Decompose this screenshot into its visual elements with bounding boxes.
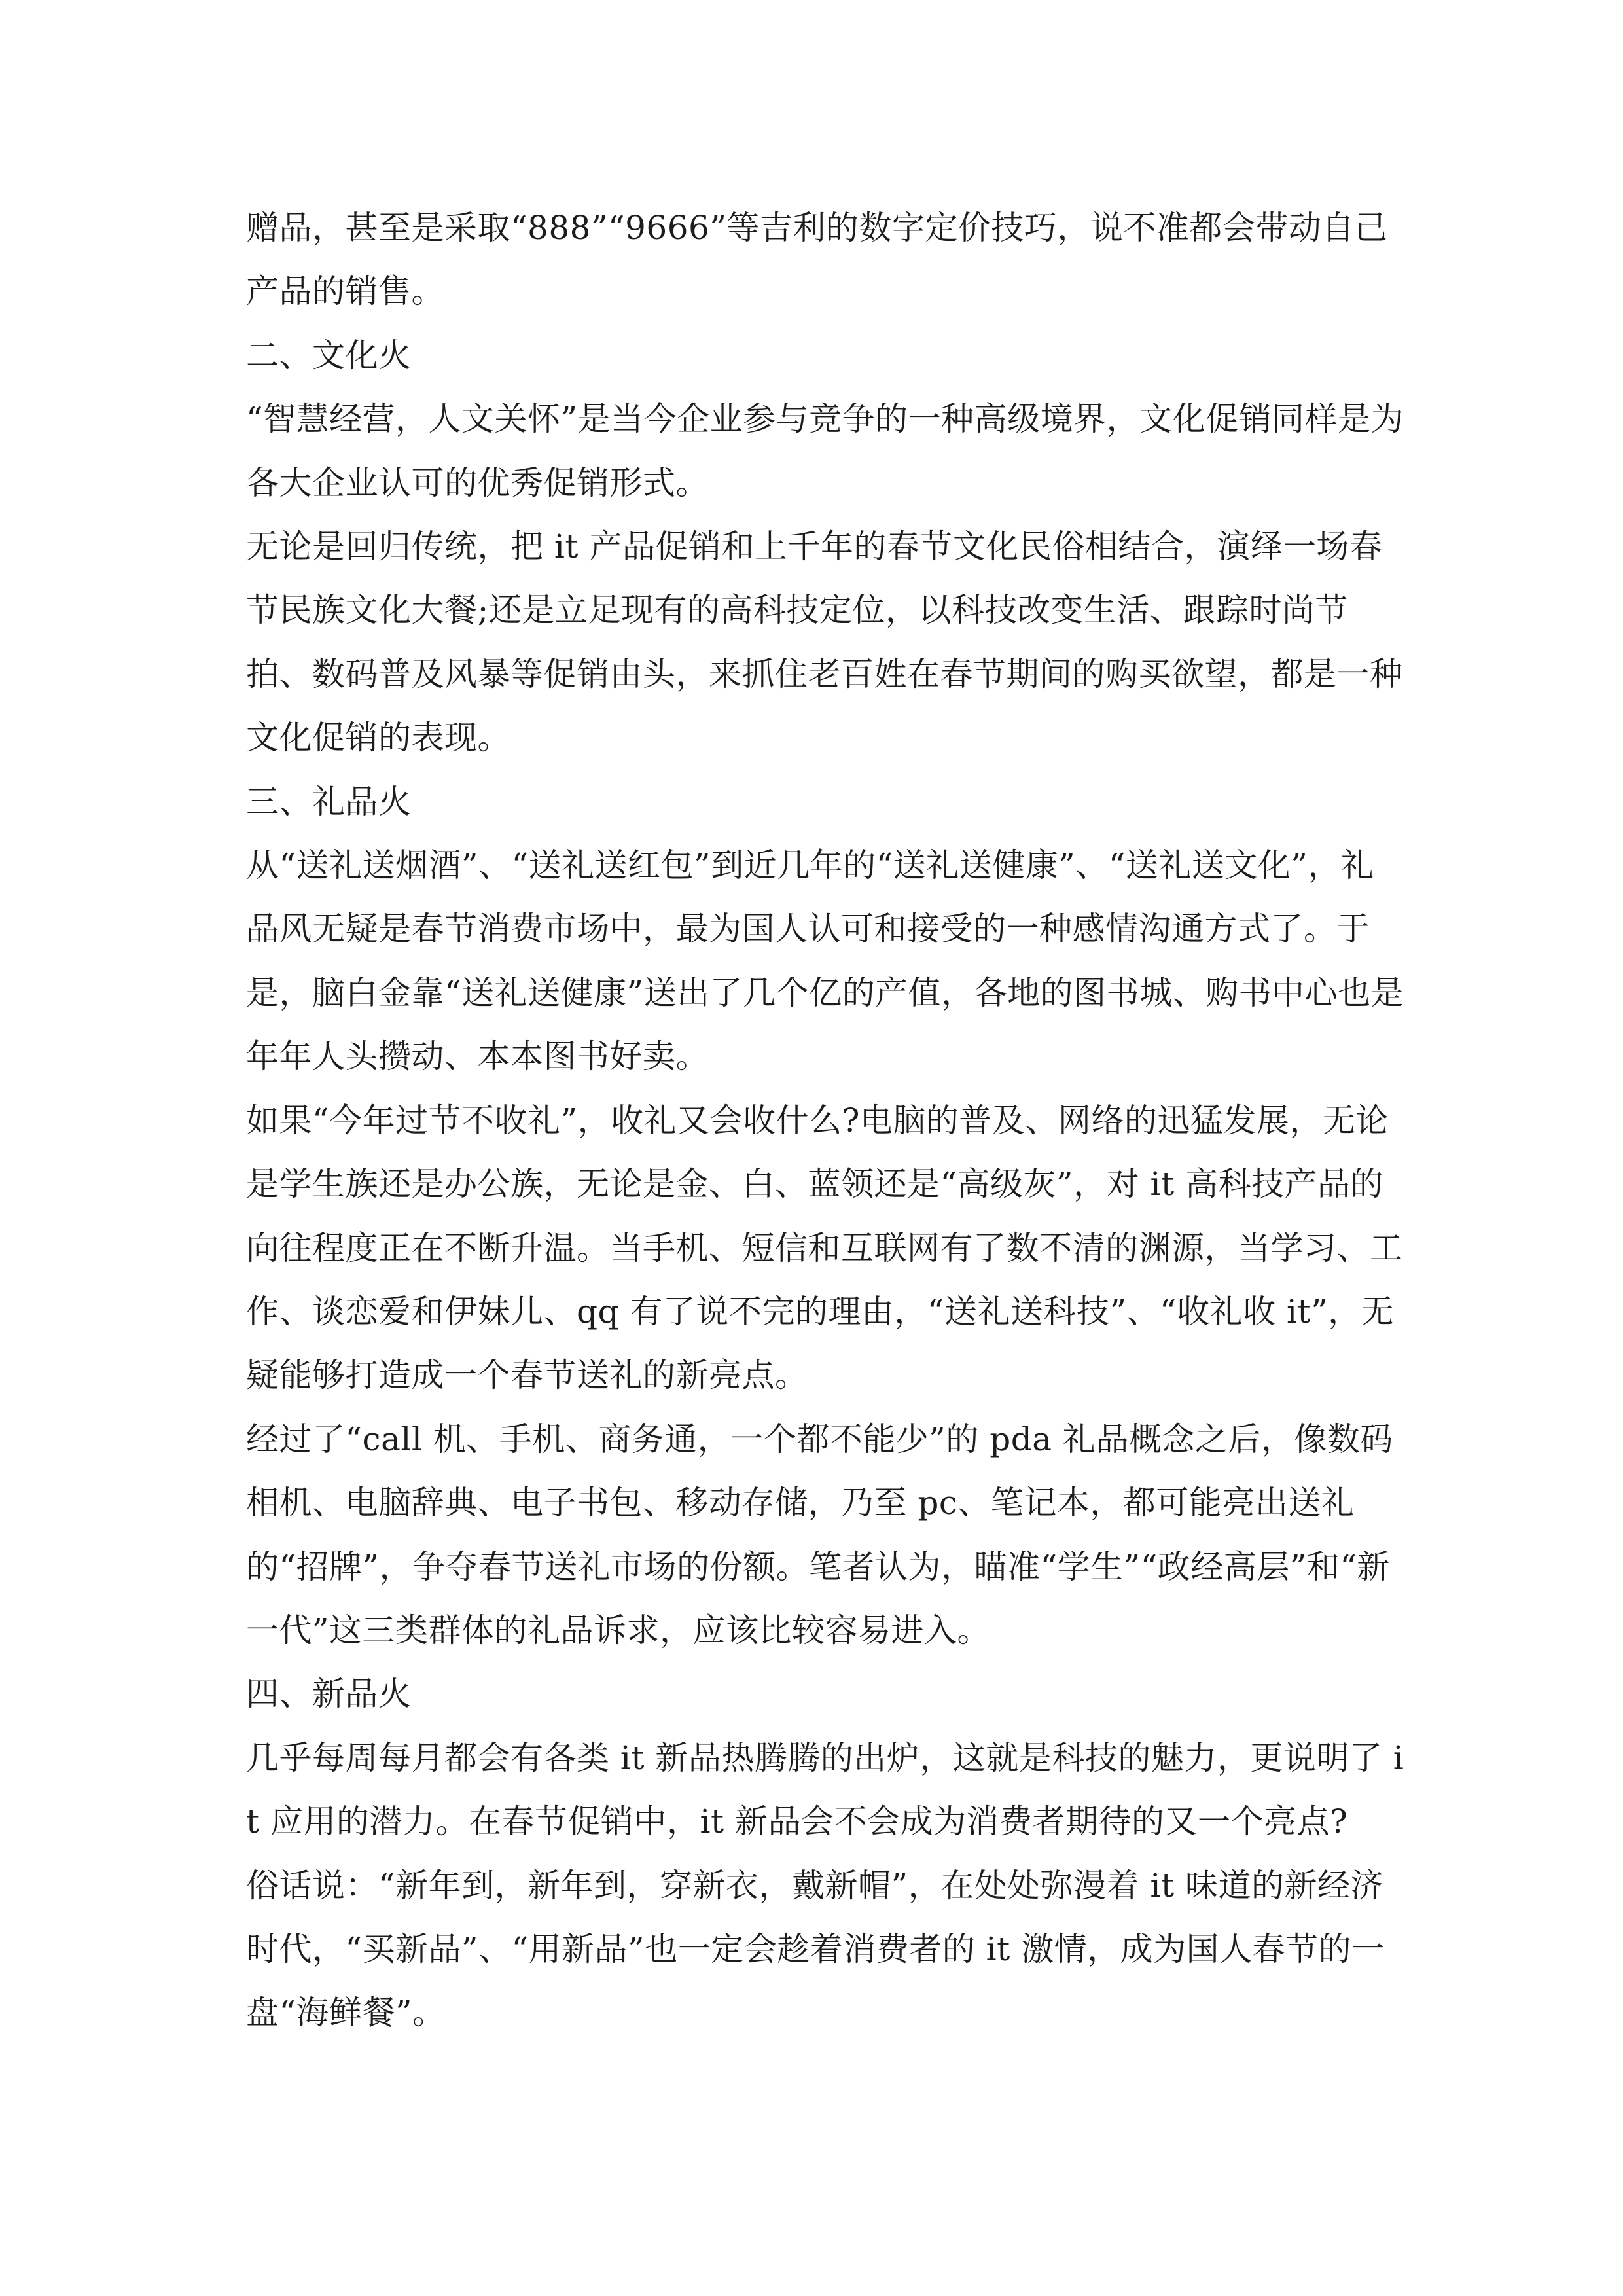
paragraph-gift-pricing: 赠品，甚至是采取“888”“9666”等吉利的数字定价技巧，说不准都会带动自己产品的销售。 <box>246 209 1388 311</box>
paragraph-gifts-intro: 从“送礼送烟酒”、“送礼送红包”到近几年的“送礼送健康”、“送礼送文化”，礼品风无疑是春节消费市场中，最为国人认可和接受的一种感情沟通方式了。于是，脑白金靠“送礼送健康”送出了几个亿的产值，各地的图书城、购书中心也是年年人头攒动、本本图书好卖。 <box>246 846 1404 1076</box>
paragraph-new-products-intro: 几乎每周每月都会有各类 it 新品热腾腾的出炉，这就是科技的魅力，更说明了 it 应用的潜力。在春节促销中，it 新品会不会成为消费者期待的又一个亮点? <box>246 1738 1404 1841</box>
paragraph-gifts-products: 经过了“call 机、手机、商务通，一个都不能少”的 pda 礼品概念之后，像数码相机、电脑辞典、电子书包、移动存储，乃至 pc、笔记本，都可能亮出送礼的“招牌”，争夺春节送礼市场的份额。笔者认为，瞄准“学生”“政经高层”和“新一代”这三类群体的礼品诉求，应该比较容易进入。 <box>246 1420 1393 1649</box>
document-body <box>246 196 1404 2045</box>
paragraph-culture-detail: 无论是回归传统，把 it 产品促销和上千年的春节文化民俗相结合，演绎一场春节民族文化大餐;还是立足现有的高科技定位，以科技改变生活、跟踪时尚节拍、数码普及风暴等促销由头，来抓住老百姓在春节期间的购买欲望，都是一种文化促销的表现。 <box>246 528 1403 757</box>
heading-new-products: 四、新品火 <box>246 1675 412 1713</box>
heading-culture: 二、文化火 <box>246 336 412 374</box>
paragraph-culture-intro: “智慧经营，人文关怀”是当今企业参与竞争的一种高级境界，文化促销同样是为各大企业认可的优秀促销形式。 <box>246 400 1404 502</box>
paragraph-new-products-saying: 俗话说：“新年到，新年到，穿新衣，戴新帽”，在处处弥漫着 it 味道的新经济时代，“买新品”、“用新品”也一定会趁着消费者的 it 激情，成为国人春节的一盘“海鲜餐”。 <box>246 1866 1385 2032</box>
heading-gifts: 三、礼品火 <box>246 782 412 821</box>
paragraph-gifts-tech: 如果“今年过节不收礼”，收礼又会收什么?电脑的普及、网络的迅猛发展，无论是学生族还是办公族，无论是金、白、蓝领还是“高级灰”，对 it 高科技产品的向往程度正在不断升温。当手机、短信和互联网有了数不清的渊源，当学习、工作、谈恋爱和伊妹儿、qq 有了说不完的理由，“送礼送科技”、“收礼收 it”，无疑能够打造成一个春节送礼的新亮点。 <box>246 1101 1403 1395</box>
